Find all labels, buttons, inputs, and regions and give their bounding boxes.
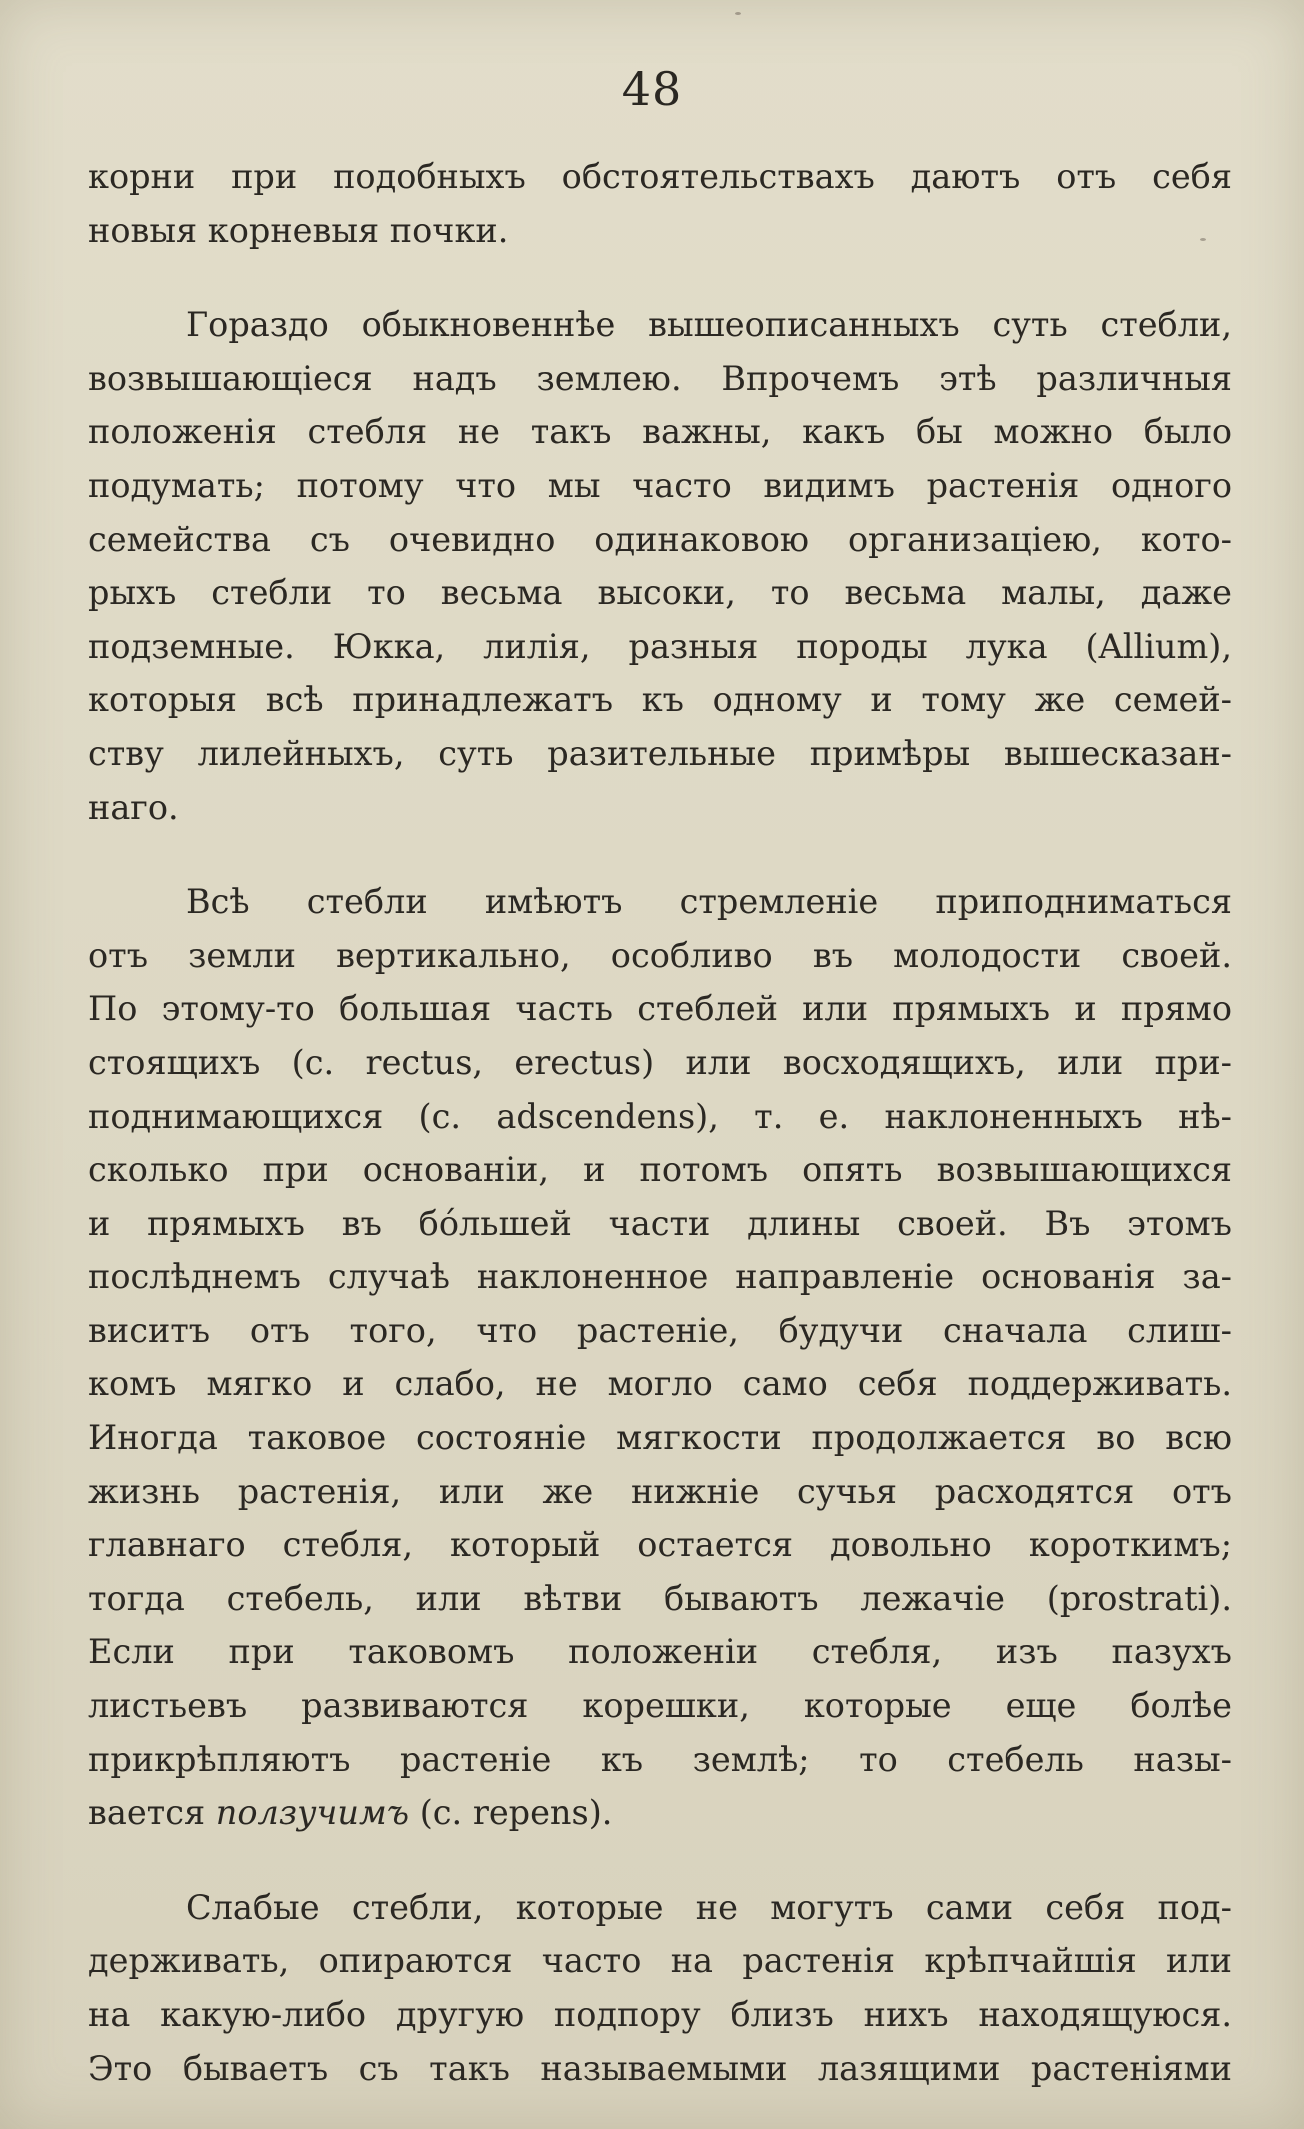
ink-mark xyxy=(735,12,741,15)
paragraph-3 xyxy=(88,875,1232,1840)
text-line: стоящихъ (c. rectus, erectus) или восходящихъ, или при- xyxy=(88,1042,1232,1082)
text-line: виситъ отъ того, что растеніе, будучи сначала слиш- xyxy=(88,1310,1232,1350)
text-line: По этому-то большая часть стеблей или прямыхъ и прямо xyxy=(88,989,1232,1029)
text-line: ству лилейныхъ, суть разительные примѣры вышесказан- xyxy=(88,733,1232,773)
text-line: Гораздо обыкновеннѣе вышеописанныхъ суть стебли, xyxy=(186,305,1232,345)
text-line: семейства съ очевидно одинаковою организаціею, кото- xyxy=(88,519,1232,559)
text-line: Если при таковомъ положеніи стебля, изъ пазухъ xyxy=(88,1632,1232,1672)
paragraph-1 xyxy=(88,150,1232,257)
text-line: прикрѣпляютъ растеніе къ землѣ; то стебель назы- xyxy=(88,1739,1232,1779)
text-line: Всѣ стебли имѣютъ стремленіе приподниматься xyxy=(186,882,1232,922)
text-line: Слабые стебли, которые не могутъ сами себя под- xyxy=(186,1887,1232,1927)
text-line: Иногда таковое состояніе мягкости продолжается во всю xyxy=(88,1418,1232,1458)
text-line: листьевъ развиваются корешки, которые еще болѣе xyxy=(88,1686,1232,1726)
text-line: подземные. Юкка, лилія, разныя породы лука (Allium), xyxy=(88,626,1232,666)
text-line: подумать; потому что мы часто видимъ растенія одного xyxy=(88,465,1232,505)
text-line: поднимающихся (c. adscendens), т. е. наклоненныхъ нѣ- xyxy=(88,1096,1232,1136)
page-number: 48 xyxy=(621,62,683,116)
text-line xyxy=(88,1786,1232,1840)
body-text xyxy=(88,150,1232,2095)
paragraph-4 xyxy=(88,1881,1232,2095)
text-line: на какую-либо другую подпору близъ нихъ находящуюся. xyxy=(88,1995,1232,2034)
text-line: рыхъ стебли то весьма высоки, то весьма малы, даже xyxy=(88,573,1232,613)
text-line: возвышающіеся надъ землею. Впрочемъ этѣ различныя xyxy=(88,358,1232,398)
text-line: главнаго стебля, который остается довольно короткимъ; xyxy=(88,1525,1232,1565)
text-segment: вается xyxy=(88,1793,216,1833)
text-line: новыя корневыя почки. xyxy=(88,210,509,250)
text-line: положенія стебля не такъ важны, какъ бы можно было xyxy=(88,412,1232,452)
text-segment: (c. repens). xyxy=(409,1793,613,1833)
text-line: послѣднемъ случаѣ наклоненное направленіе основанія за- xyxy=(88,1257,1232,1297)
paragraph-gap xyxy=(88,1840,1232,1881)
text-line: и прямыхъ въ бо́льшей части длины своей. Въ этомъ xyxy=(88,1203,1232,1243)
italic-term: ползучимъ xyxy=(215,1793,410,1833)
text-line: корни при подобныхъ обстоятельствахъ даютъ отъ себя xyxy=(88,157,1232,196)
paragraph-gap xyxy=(88,257,1232,298)
text-line: наго. xyxy=(88,787,179,827)
text-line: отъ земли вертикально, особливо въ молодости своей. xyxy=(88,935,1232,975)
text-line: держивать, опираются часто на растенія крѣпчайшія или xyxy=(88,1941,1232,1981)
text-line: которыя всѣ принадлежатъ къ одному и тому же семей- xyxy=(88,680,1232,720)
paragraph-gap xyxy=(88,834,1232,875)
text-line: сколько при основаніи, и потомъ опять возвышающихся xyxy=(88,1150,1232,1190)
text-line: тогда стебель, или вѣтви бываютъ лежачіе (prostrati). xyxy=(88,1578,1232,1618)
text-line: Это бываетъ съ такъ называемыми лазящими растеніями xyxy=(88,2048,1232,2088)
text-line: жизнь растенія, или же нижніе сучья расходятся отъ xyxy=(88,1471,1232,1511)
text-line: комъ мягко и слабо, не могло само себя поддерживать. xyxy=(88,1364,1232,1404)
paragraph-2 xyxy=(88,298,1232,834)
